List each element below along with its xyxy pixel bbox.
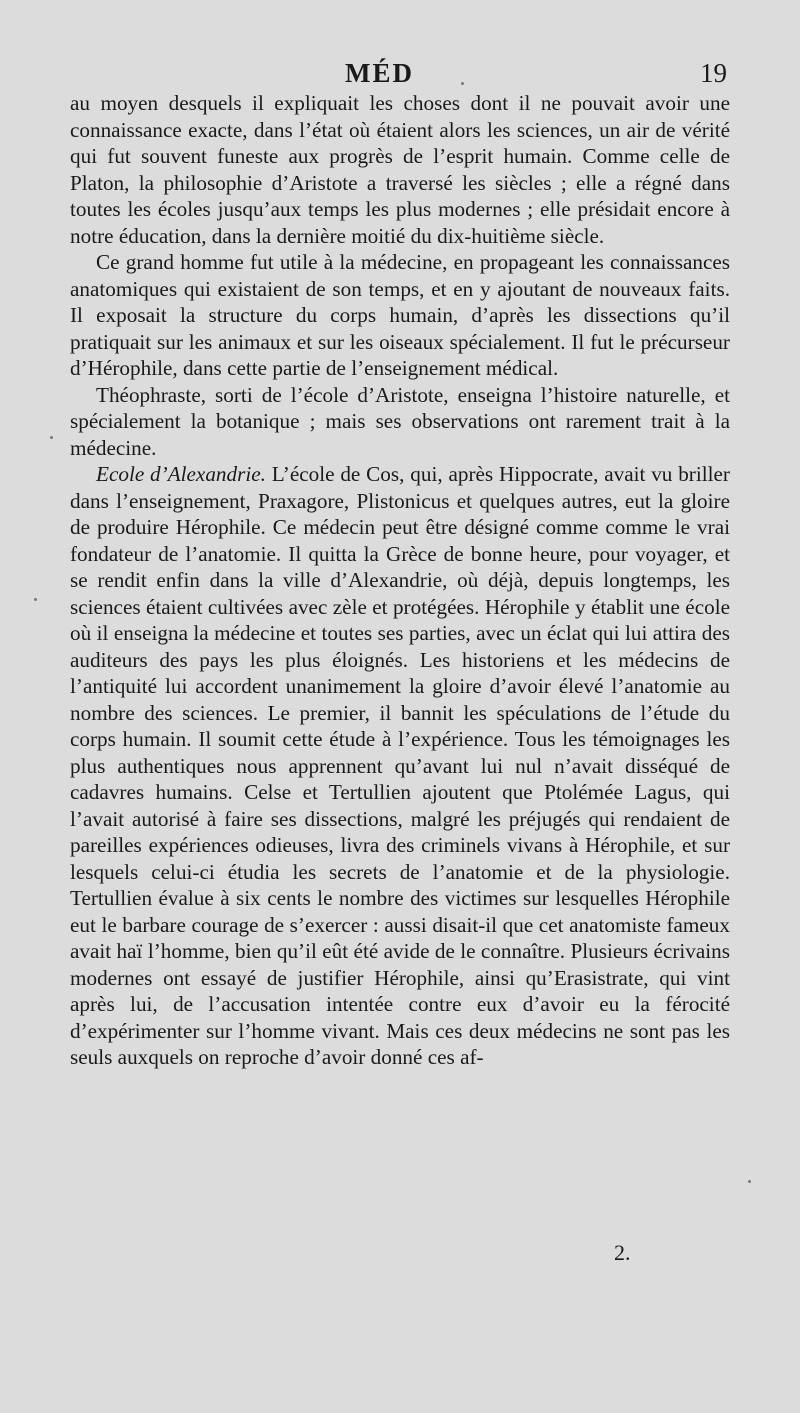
paragraph-1-text: au moyen desquels il expliquait les choses dont il ne pouvait avoir une connaissance exacte, dans l’état où étaient alors les sciences, un air de vérité qui fut souvent funeste aux progrès de l’esprit humain. Comme celle de Platon, la philosophie d’Aristote a traversé les siècles ; elle a régné dans toutes les écoles jusqu’aux temps les plus modernes ; elle présidait encore à notre éducation, dans la dernière moitié du dix-huitième siècle. [70, 91, 730, 248]
ink-speck [461, 82, 464, 85]
paragraph-3 [70, 382, 730, 462]
paragraph-1 [70, 90, 730, 249]
page-body [70, 90, 730, 1071]
paragraph-4-text: L’école de Cos, qui, après Hippocrate, avait vu briller dans l’enseignement, Praxagore, Plistonicus et quelques autres, eut la gloire de produire Hérophile. Ce médecin peut être désigné comme comme le vrai fondateur de l’anatomie. Il quitta la Grèce de bonne heure, pour voyager, et se rendit enfin dans la ville d’Alexandrie, où déjà, depuis longtemps, les sciences étaient cultivées avec zèle et protégées. Hérophile y établit une école où il enseigna la médecine et toutes ses parties, avec un éclat qui lui attira des auditeurs des pays les plus éloignés. Les historiens et les médecins de l’antiquité lui accordent unanimement la gloire d’avoir élevé l’anatomie au nombre des sciences. Le premier, il bannit les spéculations de l’étude du corps humain. Il soumit cette étude à l’expérience. Tous les témoignages les plus authentiques nous apprennent qu’avant lui nul n’avait disséqué de cadavres humains. Celse et Tertullien ajoutent que Ptolémée Lagus, qui l’avait autorisé à faire ses dissections, malgré les préjugés qui rendaient de pareilles expériences odieuses, livra des criminels vivans à Hérophile, et sur lesquels celui-ci étudia les secrets de l’anatomie et de la physiologie. Tertullien évalue à six cents le nombre des victimes sur lesquelles Hérophile eut le barbare courage de s’exercer : aussi disait-il que cet anatomiste fameux avait haï l’homme, bien qu’il eût été avide de le connaître. Plusieurs écrivains modernes ont essayé de justifier Hérophile, ainsi qu’Erasistrate, qui vint après lui, de l’accusation intentée contre eux d’avoir eu la férocité d’expérimenter sur l’homme vivant. Mais ces deux médecins ne sont pas les seuls auxquels on reproche d’avoir donné ces af- [70, 462, 730, 1069]
page-number: 19 [700, 58, 727, 88]
section-heading-ecole-alexandrie: Ecole d’Alexandrie. [96, 462, 266, 486]
ink-speck [748, 1180, 751, 1183]
page-header [0, 58, 800, 92]
paragraph-2 [70, 249, 730, 382]
ink-speck [34, 598, 37, 601]
paragraph-4 [70, 461, 730, 1071]
running-head: MÉD [345, 58, 414, 88]
signature-mark: 2. [614, 1240, 631, 1265]
ink-speck [50, 436, 53, 439]
paragraph-2-text: Ce grand homme fut utile à la médecine, en propageant les connaissances anatomiques qui existaient de son temps, et en y ajoutant de nouveaux faits. Il exposait la structure du corps humain, d’après les dissections qu’il pratiquait sur les animaux et sur les oiseaux spécialement. Il fut le précurseur d’Hérophile, dans cette partie de l’enseignement médical. [70, 250, 730, 380]
paragraph-3-text: Théophraste, sorti de l’école d’Aristote, enseigna l’histoire naturelle, et spécialement la botanique ; mais ses observations ont rarement trait à la médecine. [70, 382, 730, 460]
